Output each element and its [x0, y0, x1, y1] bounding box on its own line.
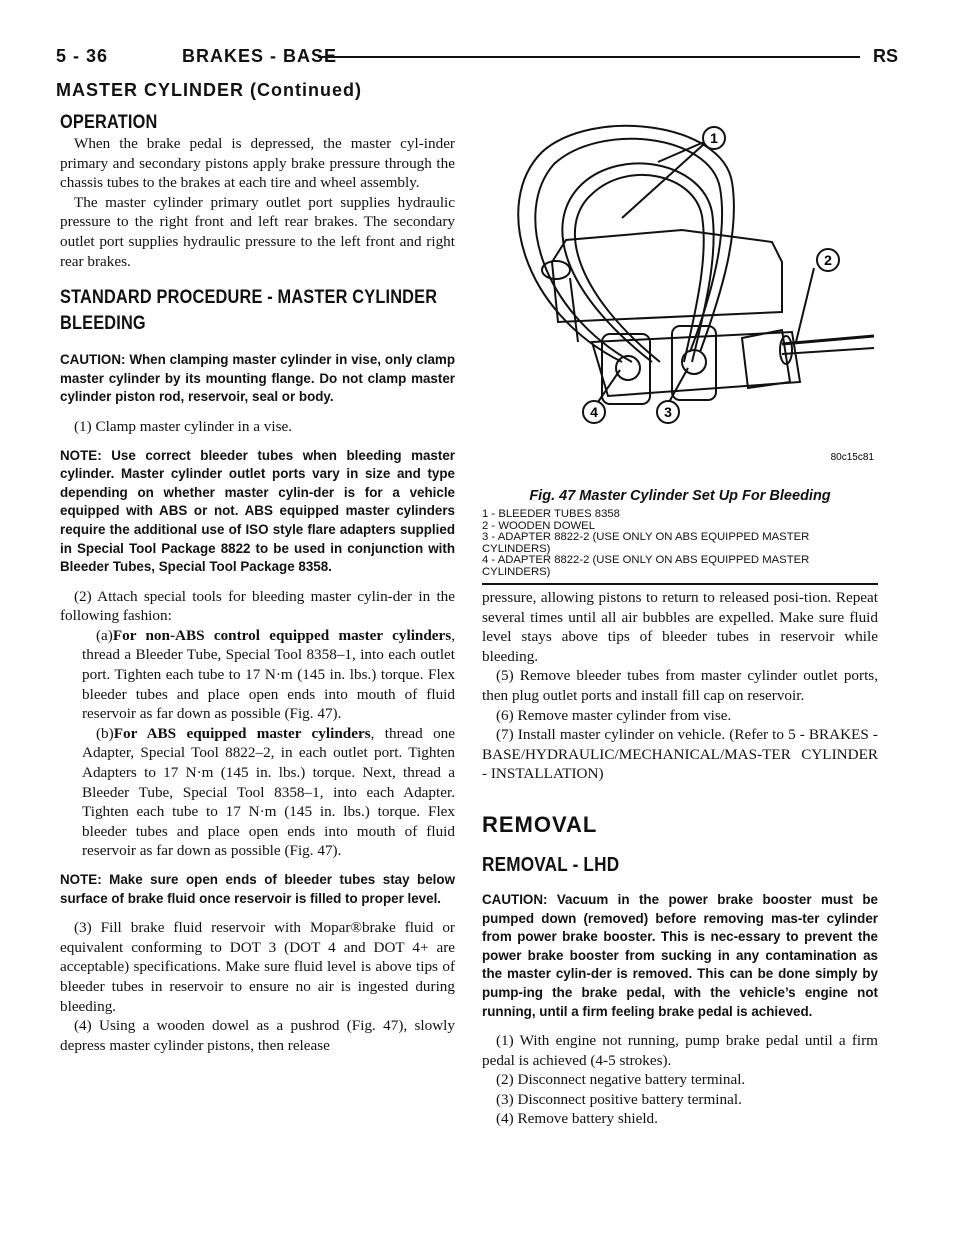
- note: NOTE: Use correct bleeder tubes when bleeding master cylinder. Master cylinder outlet ports vary in size and type depending on whether master cylin-der is for a vehicle equipped with ABS or not. ABS equipped master cylinders require the additional use of ISO style flare adapters supplied in Special Tool Package 8822 to be used in conjunction with Bleeder Tubes, Special Tool Package 8358.: [60, 447, 455, 575]
- step: (2) Disconnect negative battery terminal.: [496, 1071, 746, 1089]
- note: NOTE: Make sure open ends of bleeder tubes stay below surface of brake fluid once reservoir is filled to proper level.: [60, 872, 455, 906]
- step: (4) Using a wooden dowel as a pushrod (Fig. 47), slowly depress master cylinder pistons, then release: [60, 1017, 455, 1054]
- figure-47: [482, 112, 878, 578]
- callout-2: [817, 249, 839, 271]
- sub-step-text: , thread one Adapter, Special Tool 8822–2, in each outlet port. Tighten Adapters to 17 N·m (145 in. lbs.) torque. Next, thread a Bleeder Tube, Special Tool 8358–1, into each Adapter. Tighten each tube to 17 N·m (145 in. lbs.) torque. Flex bleeder tubes and place open ends into mouth of fluid reservoir as far down as possible (Fig. 47).: [82, 724, 455, 860]
- page-header: [56, 44, 898, 74]
- callout-1: [703, 127, 725, 149]
- step: (1) Clamp master cylinder in a vise.: [74, 417, 293, 435]
- step: (2) Attach special tools for bleeding master cylin-der in the following fashion:: [60, 587, 455, 625]
- removal-lhd-heading: REMOVAL - LHD: [482, 853, 620, 876]
- continued-title: MASTER CYLINDER (Continued): [56, 80, 362, 100]
- sub-step-label: (a): [96, 626, 113, 644]
- callout-3: [657, 401, 679, 423]
- header-rule: [318, 56, 860, 58]
- svg-text:4: 4: [590, 404, 598, 420]
- heading-line: BLEEDING: [60, 313, 146, 335]
- operation-heading: OPERATION: [60, 112, 158, 133]
- sub-step-bold: For non-ABS control equipped master cylinders: [112, 626, 452, 644]
- legend-item: 2 - WOODEN DOWEL: [482, 519, 595, 532]
- step: (5) Remove bleeder tubes from master cylinder outlet ports, then plug outlet ports and install fill cap on reservoir.: [482, 667, 878, 704]
- legend-item: 1 - BLEEDER TUBES 8358: [482, 508, 620, 520]
- svg-text:2: 2: [824, 252, 832, 268]
- sub-step: [60, 626, 455, 724]
- step: (1) With engine not running, pump brake pedal until a firm pedal is achieved (4-5 strokes).: [482, 1032, 878, 1069]
- step: (3) Disconnect positive battery terminal.: [496, 1090, 742, 1108]
- sub-step-label: (b): [96, 724, 114, 742]
- caution-note: CAUTION: When clamping master cylinder in vise, only clamp master cylinder by its mounting flange. Do not clamp master cylinder piston rod, reservoir, seal or body.: [60, 352, 455, 405]
- image-code: 80c15c81: [830, 452, 874, 463]
- sub-step: [60, 724, 455, 861]
- master-cylinder-illustration: [482, 112, 878, 482]
- model-code: RS: [872, 46, 898, 66]
- caution-note: CAUTION: Vacuum in the power brake booster must be pumped down (removed) before removing mas-ter cylinder from power brake booster. This is nec-essary to prevent the power brake booster from sucking in any contamination as the master cylin-der is removed. This can be done simply by pump-ing the brake pedal, with the vehicle’s engine not running, until a firm feeling brake pedal is achieved.: [482, 891, 878, 1019]
- step-continued: pressure, allowing pistons to return to released posi-tion. Repeat several times until all air bubbles are expelled. Make sure fluid level stays above tips of bleeder tubes in reservoir while bleeding.: [482, 589, 878, 665]
- legend-item: 4 - ADAPTER 8822-2 (USE ONLY ON ABS EQUIPPED MASTER CYLINDERS): [482, 554, 810, 578]
- sub-step-text: , thread a Bleeder Tube, Special Tool 8358–1, into each outlet port. Tighten each tube to 17 N·m (145 in. lbs.) torque. Flex bleeder tubes and place open ends into mouth of fluid reservoir as far down as possible (Fig. 47).: [82, 626, 455, 723]
- heading-line: STANDARD PROCEDURE - MASTER CYLINDER: [60, 287, 438, 309]
- operation-paragraph: When the brake pedal is depressed, the master cyl-inder primary and secondary pistons apply brake pressure through the chassis tubes to the brakes at each tire and wheel assembly.: [60, 135, 455, 192]
- removal-heading: REMOVAL: [482, 811, 598, 837]
- figure-caption: Fig. 47 Master Cylinder Set Up For Bleeding: [529, 488, 831, 504]
- step: (3) Fill brake fluid reservoir with Mopar®brake fluid or equivalent conforming to DOT 3 (DOT 4 and DOT 4+ are acceptable) specifications. Make sure fluid level is above tips of bleeder tubes in reservoir to ensure no air is ingested during bleeding.: [60, 919, 455, 1015]
- svg-text:1: 1: [710, 130, 718, 146]
- callout-4: [583, 401, 605, 423]
- step: (6) Remove master cylinder from vise.: [496, 706, 732, 724]
- legend-item: 3 - ADAPTER 8822-2 (USE ONLY ON ABS EQUIPPED MASTER CYLINDERS): [482, 531, 810, 555]
- standard-procedure-heading: [60, 285, 438, 337]
- section-title: BRAKES - BASE: [182, 46, 338, 66]
- svg-text:3: 3: [664, 404, 672, 420]
- step: (7) Install master cylinder on vehicle. (Refer to 5 - BRAKES - BASE/HYDRAULIC/MECHANICAL/MAS-TER CYLINDER - INSTALLATION): [482, 726, 878, 783]
- step: (4) Remove battery shield.: [496, 1110, 658, 1128]
- page-number: 5 - 36: [56, 46, 109, 66]
- sub-step-bold: For ABS equipped master cylinders: [113, 724, 371, 742]
- right-column: [482, 588, 878, 1129]
- figure-legend: [482, 509, 878, 585]
- operation-paragraph: The master cylinder primary outlet port supplies hydraulic pressure to the right front and left rear brakes. The secondary outlet port supplies hydraulic pressure to the left front and right rear brakes.: [60, 193, 455, 270]
- left-column: [60, 112, 455, 1055]
